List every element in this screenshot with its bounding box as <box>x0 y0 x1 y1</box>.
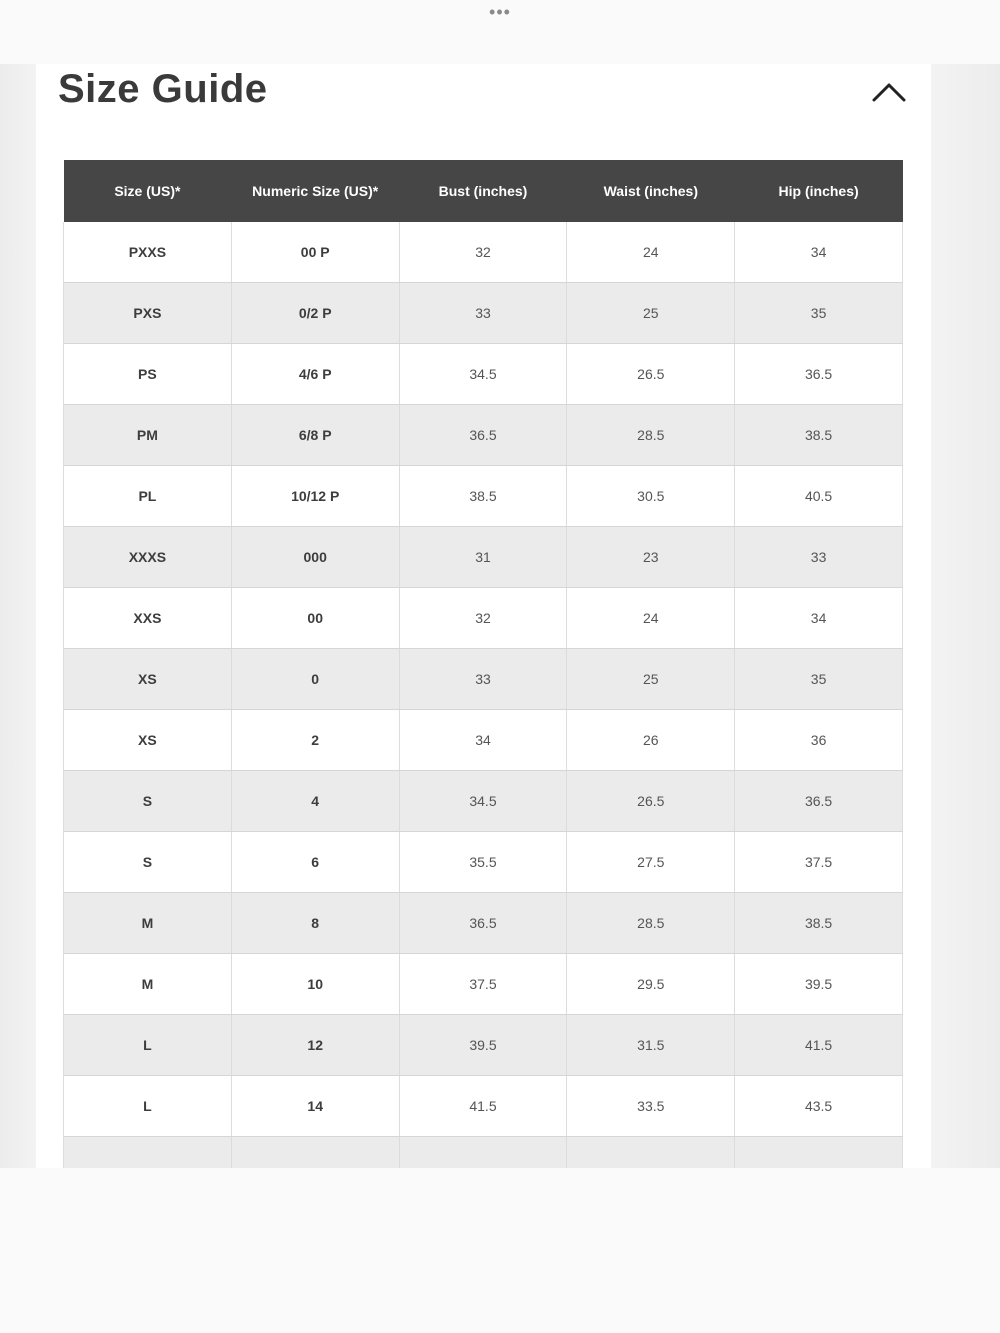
table-cell: 00 <box>231 588 399 649</box>
table-cell: XS <box>64 649 232 710</box>
table-cell: 10 <box>231 954 399 1015</box>
table-cell <box>567 1137 735 1169</box>
table-cell: 30.5 <box>567 466 735 527</box>
table-cell: 8 <box>231 893 399 954</box>
table-row <box>64 649 903 710</box>
table-cell: 34 <box>399 710 567 771</box>
table-cell: XS <box>64 710 232 771</box>
table-body <box>64 222 903 1168</box>
table-cell: 39.5 <box>399 1015 567 1076</box>
table-cell: 36.5 <box>735 771 903 832</box>
table-cell: 41.5 <box>735 1015 903 1076</box>
table-cell: 31.5 <box>567 1015 735 1076</box>
table-cell: 37.5 <box>399 954 567 1015</box>
table-row <box>64 893 903 954</box>
table-header-row <box>64 160 903 222</box>
backdrop-left <box>0 64 36 1168</box>
size-chart-table <box>63 160 903 1168</box>
table-cell: 34.5 <box>399 344 567 405</box>
table-cell: 00 P <box>231 222 399 283</box>
table-cell: 36.5 <box>735 344 903 405</box>
table-cell: PM <box>64 405 232 466</box>
table-cell: XXXS <box>64 527 232 588</box>
table-cell: 34 <box>735 222 903 283</box>
table-row <box>64 771 903 832</box>
table-cell: 25 <box>567 283 735 344</box>
table-row <box>64 405 903 466</box>
table-cell: 26.5 <box>567 344 735 405</box>
table-cell: 35 <box>735 649 903 710</box>
table-row <box>64 954 903 1015</box>
table-cell: 40.5 <box>735 466 903 527</box>
empty-area <box>0 1168 1000 1333</box>
table-cell: L <box>64 1076 232 1137</box>
table-row <box>64 832 903 893</box>
table-cell: PL <box>64 466 232 527</box>
table-row <box>64 1137 903 1169</box>
table-cell: 33 <box>735 527 903 588</box>
table-cell: 10/12 P <box>231 466 399 527</box>
table-cell: 38.5 <box>735 893 903 954</box>
table-cell: 39.5 <box>735 954 903 1015</box>
table-cell: 0 <box>231 649 399 710</box>
table-cell: 0/2 P <box>231 283 399 344</box>
table-cell: 33 <box>399 649 567 710</box>
table-cell <box>735 1137 903 1169</box>
column-header: Numeric Size (US)* <box>231 160 399 222</box>
table-row <box>64 466 903 527</box>
collapse-button[interactable] <box>866 74 912 110</box>
table-cell: 34 <box>735 588 903 649</box>
more-options-icon[interactable]: ••• <box>489 2 511 22</box>
table-cell: 35 <box>735 283 903 344</box>
column-header: Bust (inches) <box>399 160 567 222</box>
column-header: Hip (inches) <box>735 160 903 222</box>
table-cell: 43.5 <box>735 1076 903 1137</box>
table-cell: 38.5 <box>399 466 567 527</box>
table-cell: 32 <box>399 588 567 649</box>
table-cell: S <box>64 832 232 893</box>
table-cell: PXXS <box>64 222 232 283</box>
table-cell <box>399 1137 567 1169</box>
table-cell: 2 <box>231 710 399 771</box>
table-row <box>64 1015 903 1076</box>
table-cell: M <box>64 893 232 954</box>
table-cell: 27.5 <box>567 832 735 893</box>
table-cell: 25 <box>567 649 735 710</box>
table-row <box>64 222 903 283</box>
table-cell: 41.5 <box>399 1076 567 1137</box>
table-cell: XXS <box>64 588 232 649</box>
table-cell: PXS <box>64 283 232 344</box>
table-cell: 28.5 <box>567 405 735 466</box>
table-cell: 6 <box>231 832 399 893</box>
table-cell: PS <box>64 344 232 405</box>
table-cell: 23 <box>567 527 735 588</box>
table-cell: 36 <box>735 710 903 771</box>
table-cell: 26 <box>567 710 735 771</box>
table-cell: 31 <box>399 527 567 588</box>
column-header: Size (US)* <box>64 160 232 222</box>
table-cell: L <box>64 1015 232 1076</box>
table-cell: M <box>64 954 232 1015</box>
table-cell: S <box>64 771 232 832</box>
table-cell: 24 <box>567 588 735 649</box>
table-cell: 4 <box>231 771 399 832</box>
size-guide-panel <box>36 64 931 1168</box>
column-header: Waist (inches) <box>567 160 735 222</box>
table-cell: 32 <box>399 222 567 283</box>
table-cell: 12 <box>231 1015 399 1076</box>
table-row <box>64 344 903 405</box>
table-cell: 33 <box>399 283 567 344</box>
chevron-up-icon <box>866 74 912 110</box>
table-cell: 35.5 <box>399 832 567 893</box>
table-cell <box>231 1137 399 1169</box>
table-cell: 6/8 P <box>231 405 399 466</box>
table-row <box>64 283 903 344</box>
table-cell: 28.5 <box>567 893 735 954</box>
table-cell: 36.5 <box>399 405 567 466</box>
table-cell: 000 <box>231 527 399 588</box>
table-cell <box>64 1137 232 1169</box>
table-row <box>64 588 903 649</box>
table-row <box>64 710 903 771</box>
backdrop-right <box>931 64 1000 1168</box>
table-cell: 29.5 <box>567 954 735 1015</box>
table-cell: 14 <box>231 1076 399 1137</box>
page-title: Size Guide <box>58 67 268 111</box>
table-row <box>64 1076 903 1137</box>
table-cell: 34.5 <box>399 771 567 832</box>
table-cell: 24 <box>567 222 735 283</box>
table-cell: 38.5 <box>735 405 903 466</box>
table-cell: 4/6 P <box>231 344 399 405</box>
table-cell: 33.5 <box>567 1076 735 1137</box>
table-cell: 26.5 <box>567 771 735 832</box>
table-row <box>64 527 903 588</box>
table-cell: 37.5 <box>735 832 903 893</box>
table-cell: 36.5 <box>399 893 567 954</box>
